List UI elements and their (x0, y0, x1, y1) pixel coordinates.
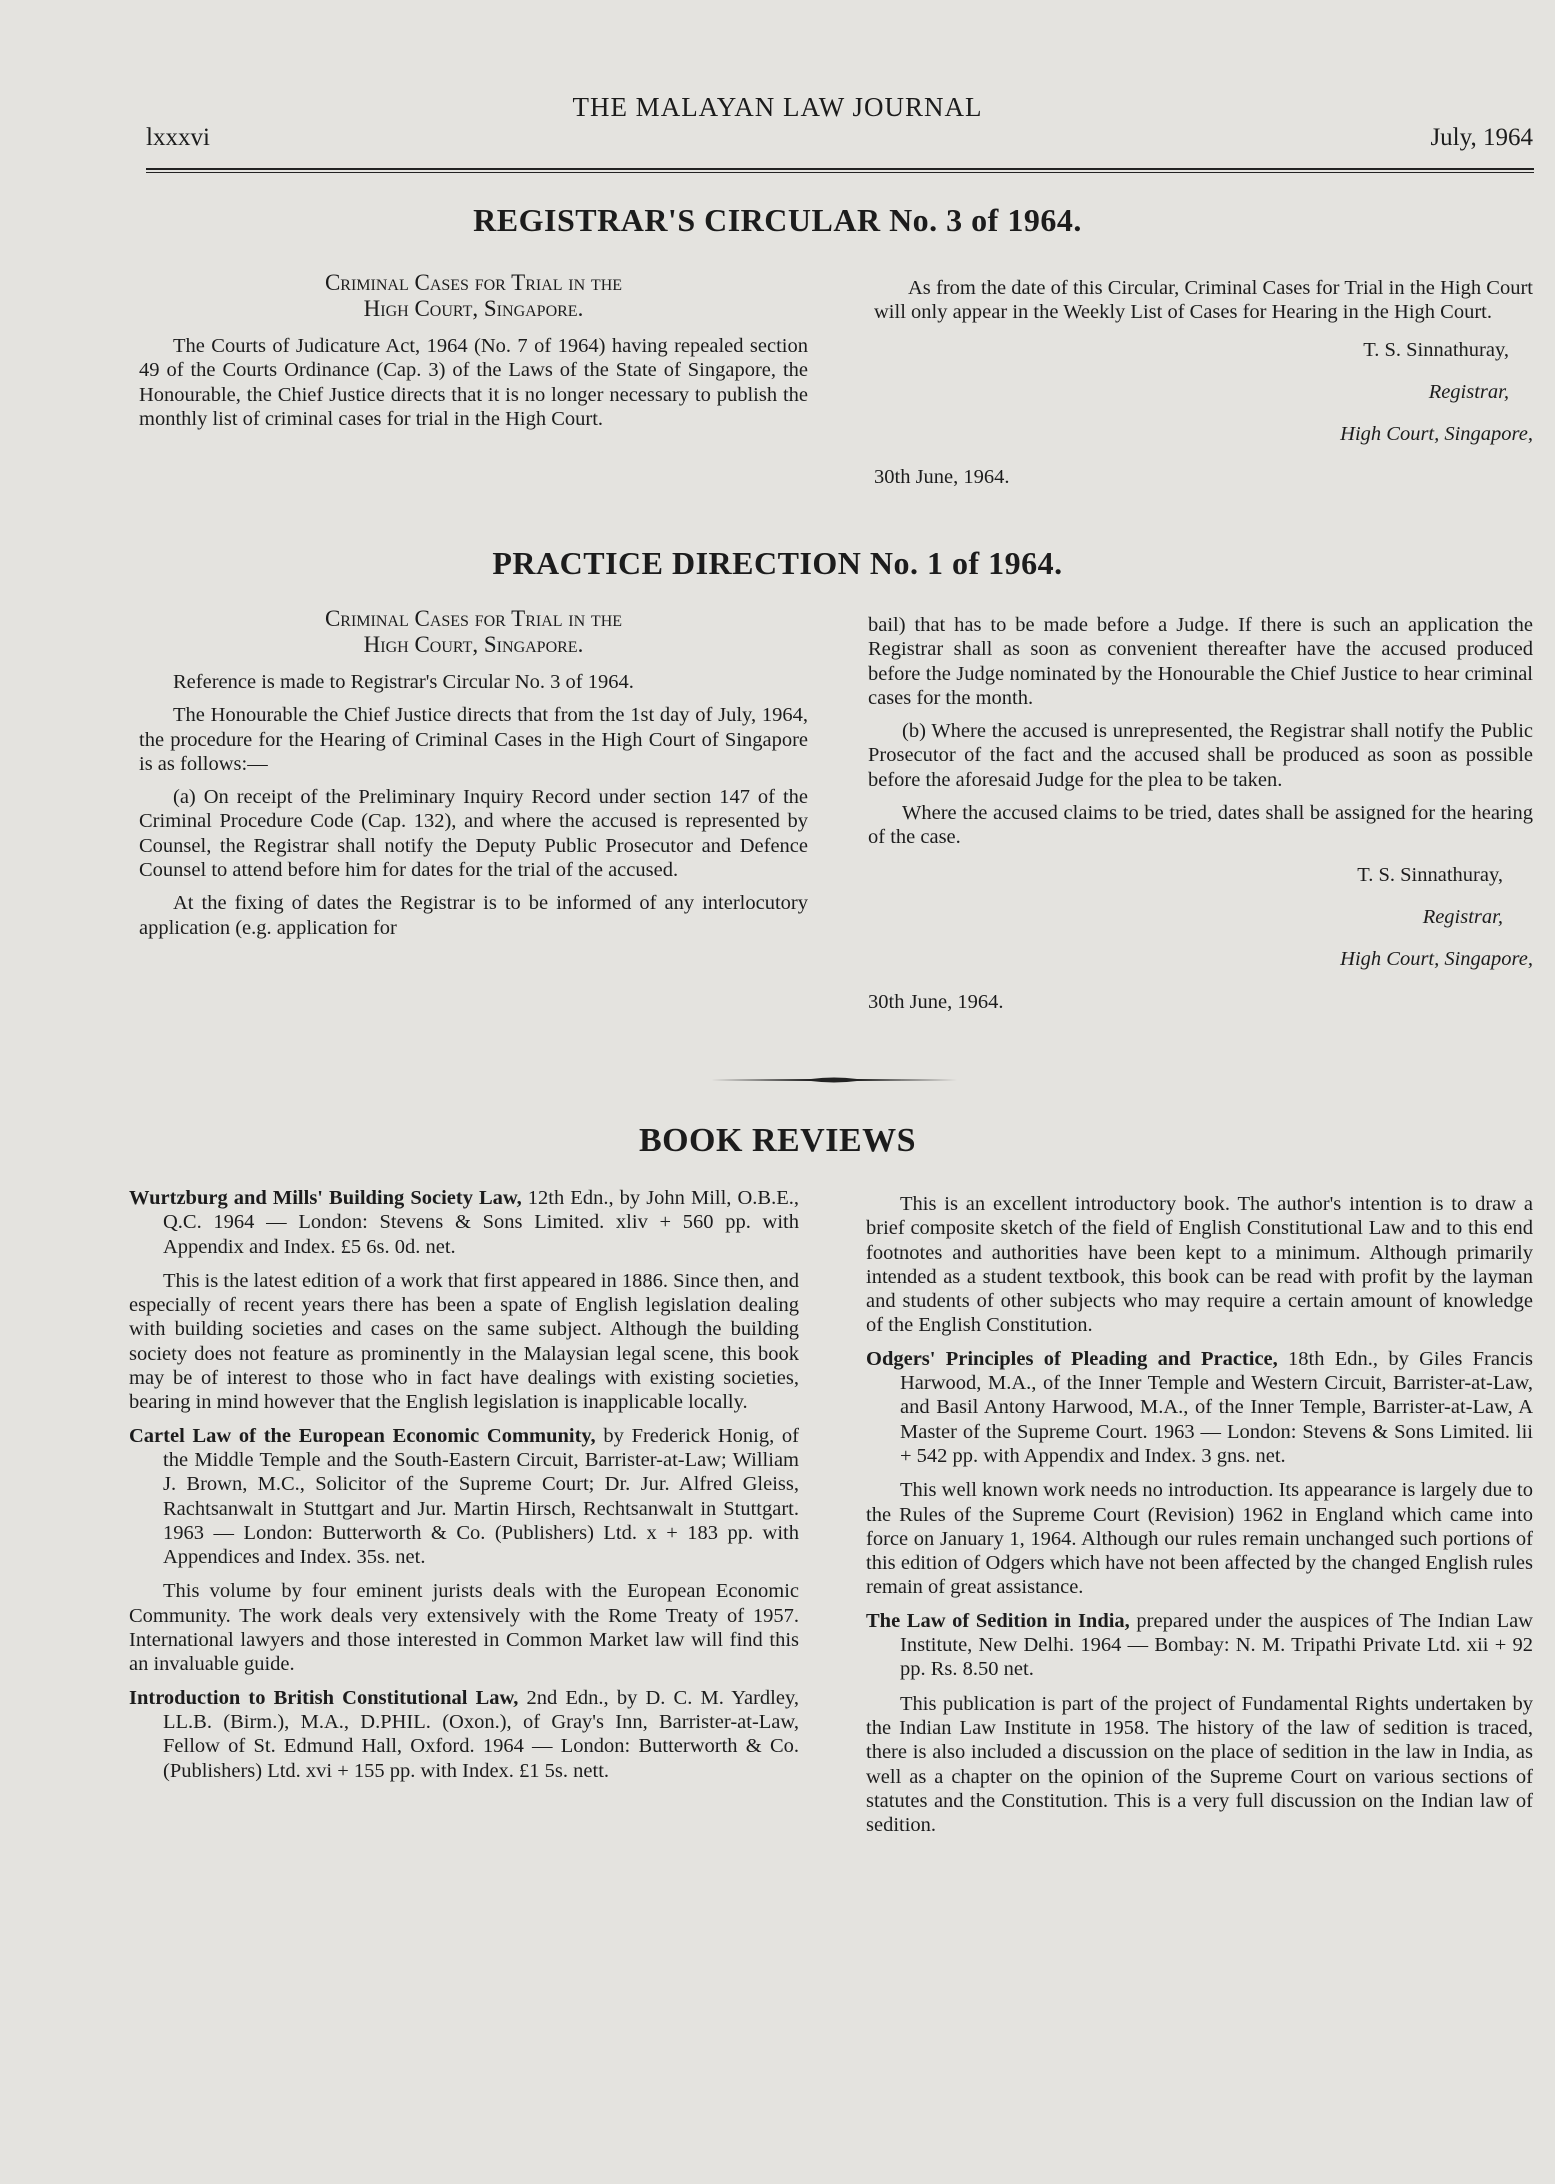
circular-title: REGISTRAR'S CIRCULAR No. 3 of 1964. (473, 202, 1082, 238)
practice-paragraph: At the fixing of dates the Registrar is to be informed of any interlocutory application (e.g. application for (139, 892, 808, 939)
circular-paragraph: The Courts of Judicature Act, 1964 (No. 7 of 1964) having repealed section 49 of the Courts Ordinance (Cap. 3) of the Laws of the State of Singapore, the Honourable, the Chief Justice directs that it is no longer necessary to publish the monthly list of criminal cases for trial in the High Court. (139, 335, 808, 430)
book-title: Cartel Law of the European Economic Community, (129, 1424, 596, 1447)
signature-court: High Court, Singapore, (1340, 422, 1533, 445)
circular-paragraph: As from the date of this Circular, Criminal Cases for Trial in the High Court will only appear in the Weekly List of Cases for Hearing in the High Court. (874, 277, 1533, 324)
heading-line: Criminal Cases for Trial in the (324, 270, 623, 295)
book-details: 2nd Edn., by D. C. M. Yardley, LL.B. (Birm.), M.A., D.PHIL. (Oxon.), of Gray's Inn, Barrister-at-Law, Fellow of St. Edmund Hall, Oxford. 1964 — London: Butterworth & Co. (Publishers) Ltd. xvi + 155 pp. with Index. £1 5s. nett. (163, 1686, 800, 1782)
heading-line: High Court, Singapore. (363, 632, 584, 657)
heading-line: High Court, Singapore. (363, 296, 584, 321)
reviews-left-column (129, 1186, 799, 1793)
circular-date: 30th June, 1964. (874, 465, 1010, 488)
signature-title: Registrar, (1422, 905, 1503, 928)
issue-date: July, 1964 (1430, 124, 1533, 151)
book-title: Odgers' Principles of Pleading and Practice, (866, 1347, 1278, 1370)
header-rule-thin (146, 172, 1534, 173)
review-text: This is the latest edition of a work that first appeared in 1886. Since then, and especially of recent years there has been a spate of English legislation dealing with building societies and cases on the same subject. Although the building society does not feature as prominently in the Malaysian legal scene, this book may be of interest to those who in fact have dealings with existing societies, bearing in mind however that the English legislation is inapplicable locally. (129, 1269, 799, 1414)
review-text: This is an excellent introductory book. The author's intention is to draw a brief composite sketch of the field of English Constitutional Law and to this end footnotes and authorities have been kept to a minimum. Although primarily intended as a student textbook, this book can be read with profit by the layman and students of other subjects who may require a certain amount of knowledge of the English Constitution. (866, 1193, 1533, 1337)
book-entry (129, 1186, 799, 1259)
header-rule (146, 168, 1534, 170)
book-entry (866, 1609, 1533, 1682)
page-number: lxxxvi (146, 124, 210, 151)
practice-date: 30th June, 1964. (868, 990, 1004, 1013)
book-entry (129, 1686, 799, 1783)
book-entry (866, 1347, 1533, 1468)
circular-heading (139, 270, 808, 322)
book-title: Wurtzburg and Mills' Building Society Law, (129, 1187, 522, 1209)
book-title: Introduction to British Constitutional Law, (129, 1686, 519, 1709)
signature-name: T. S. Sinnathuray, (1363, 338, 1509, 361)
book-details: 12th Edn., by John Mill, O.B.E., Q.C. 1964 — London: Stevens & Sons Limited. xliv + 560 pp. with Appendix and Index. £5 6s. 0d. net. (163, 1187, 799, 1258)
practice-paragraph: (a) On receipt of the Preliminary Inquiry Record under section 147 of the Criminal Procedure Code (Cap. 132), and where the accused is represented by Counsel, the Registrar shall notify the Deputy Public Prosecutor and Defence Counsel to attend before him for dates for the trial of the accused. (139, 786, 808, 882)
book-reviews-title: BOOK REVIEWS (638, 1122, 917, 1159)
circular-right-column (874, 276, 1533, 489)
practice-paragraph: Reference is made to Registrar's Circular No. 3 of 1964. (173, 671, 634, 693)
book-details: prepared under the auspices of The Indian Law Institute, New Delhi. 1964 — Bombay: N. M. Tripathi Private Ltd. xii + 92 pp. Rs. 8.50 net. (900, 1609, 1533, 1681)
journal-title: THE MALAYAN LAW JOURNAL (572, 92, 983, 122)
practice-paragraph: (b) Where the accused is unrepresented, the Registrar shall notify the Public Prosecutor of the fact and the accused shall be produced as soon as possible before the aforesaid Judge for the plea to be taken. (868, 720, 1533, 791)
book-entry (129, 1424, 799, 1570)
practice-right-column (868, 613, 1533, 1014)
signature-title: Registrar, (1428, 380, 1509, 403)
signature-name: T. S. Sinnathuray, (1357, 863, 1503, 886)
review-text: This volume by four eminent jurists deals with the European Economic Community. The work deals very extensively with the Rome Treaty of 1957. International lawyers and those interested in Common Market law will find this an invaluable guide. (129, 1580, 799, 1676)
practice-paragraph: Where the accused claims to be tried, dates shall be assigned for the hearing of the case. (868, 802, 1533, 849)
circular-left-column (139, 270, 808, 440)
review-text: This publication is part of the project of Fundamental Rights undertaken by the Indian Law Institute in 1958. The history of the law of sedition is traced, there is also included a discussion on the place of sedition in the law in India, as well as a chapter on the opinion of the Supreme Court on various sections of statutes and the Constitution. This is a very full discussion on the Indian law of sedition. (866, 1692, 1533, 1837)
practice-paragraph: The Honourable the Chief Justice directs that from the 1st day of July, 1964, the procedure for the Hearing of Criminal Cases in the High Court of Singapore is as follows:— (139, 704, 808, 775)
review-text: This well known work needs no introduction. Its appearance is largely due to the Rules of the Supreme Court (Revision) 1962 in England which came into force on January 1, 1964. Although our rules remain unchanged such portions of this edition of Odgers which have not been affected by the changed English rules remain of great assistance. (866, 1479, 1533, 1599)
practice-heading (139, 606, 808, 658)
practice-direction-title: PRACTICE DIRECTION No. 1 of 1964. (492, 545, 1063, 581)
ornamental-rule (711, 1076, 957, 1084)
practice-paragraph: bail) that has to be made before a Judge. If there is such an application the Registrar shall as soon as convenient thereafter have the accused produced before the Judge nominated by the Honourable the Chief Justice to hear criminal cases for the month. (868, 614, 1533, 709)
heading-line: Criminal Cases for Trial in the (324, 606, 623, 631)
signature-court: High Court, Singapore, (1340, 947, 1533, 970)
practice-left-column (139, 606, 808, 949)
book-details: 18th Edn., by Giles Francis Harwood, M.A., of the Inner Temple and Western Circuit, Barrister-at-Law, and Basil Antony Harwood, M.A., of the Inner Temple, Barrister-at-Law, A Master of the Supreme Court. 1963 — London: Stevens & Sons Limited. lii + 542 pp. with Appendix and Index. 3 gns. net. (900, 1347, 1533, 1467)
book-details: by Frederick Honig, of the Middle Temple and the South-Eastern Circuit, Barrister-at-Law; William J. Brown, M.C., Solicitor of the Supreme Court; Dr. Jur. Alfred Gleiss, Rachtsanwalt in Stuttgart and Jur. Martin Hirsch, Rechtsanwalt in Stuttgart. 1963 — London: Butterworth & Co. (Publishers) Ltd. x + 183 pp. with Appendices and Index. 35s. net. (163, 1424, 799, 1569)
reviews-right-column (866, 1192, 1533, 1846)
book-title: The Law of Sedition in India, (866, 1609, 1130, 1632)
